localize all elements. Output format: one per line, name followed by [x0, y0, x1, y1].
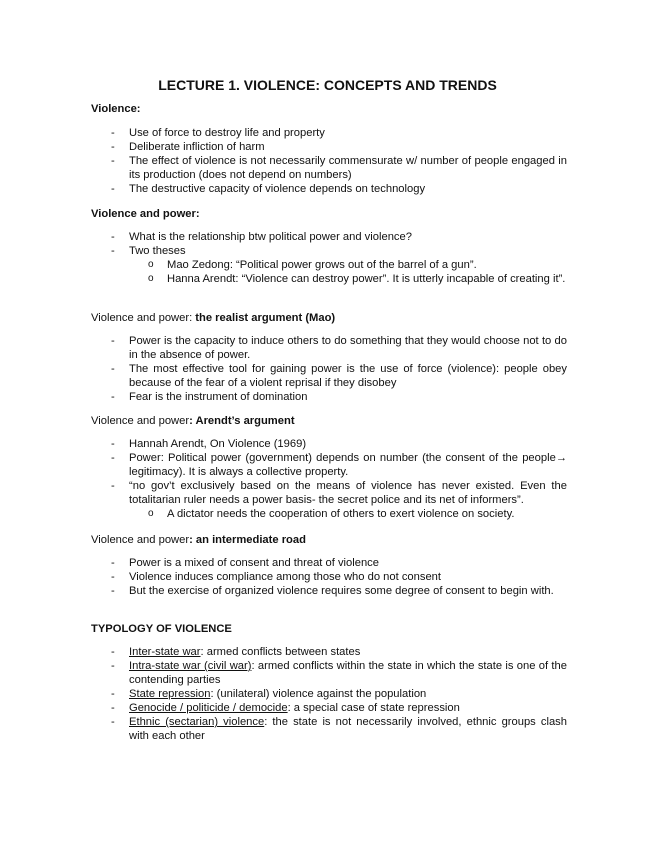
list-item: - “no gov’t exclusively based on the means of violence has never existed. Even the totalitarian ruler needs a power basis- the secret police and its net of informers”.: [111, 480, 567, 506]
sub-list-container: [91, 258, 567, 286]
sub-list: [91, 258, 567, 286]
list-item: - Use of force to destroy life and property: [111, 127, 325, 139]
page-title: LECTURE 1. VIOLENCE: CONCEPTS AND TRENDS: [158, 77, 497, 93]
typology-term: Intra-state war (civil war): [129, 660, 252, 672]
list-item: - State repression: (unilateral) violence against the population: [111, 688, 427, 700]
list-item: - Inter-state war: armed conflicts between states: [111, 646, 361, 658]
list-item: - Intra-state war (civil war): armed conflicts within the state in which the state is one of the contending parties: [111, 660, 567, 686]
list-item: - Genocide / politicide / democide: a special case of state repression: [111, 702, 460, 714]
list-item: - The destructive capacity of violence depends on technology: [111, 183, 426, 195]
intermediate-list: [91, 556, 567, 598]
typology-term: Inter-state war: [129, 646, 201, 658]
list-item: - Power: Political power (government) depends on number (the consent of the people→ legitimacy). It is always a collective property.: [111, 452, 567, 478]
section-heading-typology: TYPOLOGY OF VIOLENCE: [91, 623, 232, 635]
list-item: - But the exercise of organized violence requires some degree of consent to begin with.: [111, 585, 554, 597]
typology-list: [91, 645, 567, 743]
section-heading-violence: Violence:: [91, 103, 141, 115]
typology-term: Genocide / politicide / democide: [129, 702, 288, 714]
realist-list: [91, 334, 567, 404]
violence-power-list: [91, 230, 567, 286]
sub-list: [91, 507, 567, 521]
section-heading-arendt: Violence and power: Arendt’s argument: [91, 415, 295, 427]
list-item: - Ethnic (sectarian) violence: the state is not necessarily involved, ethnic groups clash with each other: [111, 716, 568, 742]
sub-list-item: o Hanna Arendt: “Violence can destroy power”. It is utterly incapable of creating it”.: [148, 273, 566, 285]
list-item: - Deliberate infliction of harm: [111, 141, 265, 153]
list-item: - Hannah Arendt, On Violence (1969): [111, 438, 307, 450]
list-item: - Fear is the instrument of domination: [111, 391, 308, 403]
list-item: - The most effective tool for gaining power is the use of force (violence): people obey because of the fear of a violent reprisal if they disobey: [111, 363, 567, 389]
list-item: - Power is a mixed of consent and threat of violence: [111, 557, 379, 569]
sub-list-item: o A dictator needs the cooperation of others to exert violence on society.: [148, 508, 515, 520]
list-item: - Power is the capacity to induce others to do something that they would choose not to do in the absence of power.: [111, 335, 567, 361]
list-item: - The effect of violence is not necessarily commensurate w/ number of people engaged in its production (does not depend on numbers): [111, 155, 567, 181]
sub-list-container: [91, 507, 567, 521]
section-heading-realist: Violence and power: the realist argument (Mao): [91, 312, 336, 324]
section-heading-violence-and-power: Violence and power:: [91, 208, 200, 220]
arendt-list: [91, 437, 567, 521]
violence-list: [91, 126, 567, 196]
typology-term: Ethnic (sectarian) violence: [129, 716, 265, 728]
section-heading-intermediate: Violence and power: an intermediate road: [91, 534, 306, 546]
typology-term: State repression: [129, 688, 211, 700]
list-item: - Violence induces compliance among those who do not consent: [111, 571, 442, 583]
list-item: - Two theses: [111, 245, 186, 257]
sub-list-item: o Mao Zedong: “Political power grows out of the barrel of a gun”.: [148, 259, 477, 271]
list-item: - What is the relationship btw political power and violence?: [111, 231, 412, 243]
